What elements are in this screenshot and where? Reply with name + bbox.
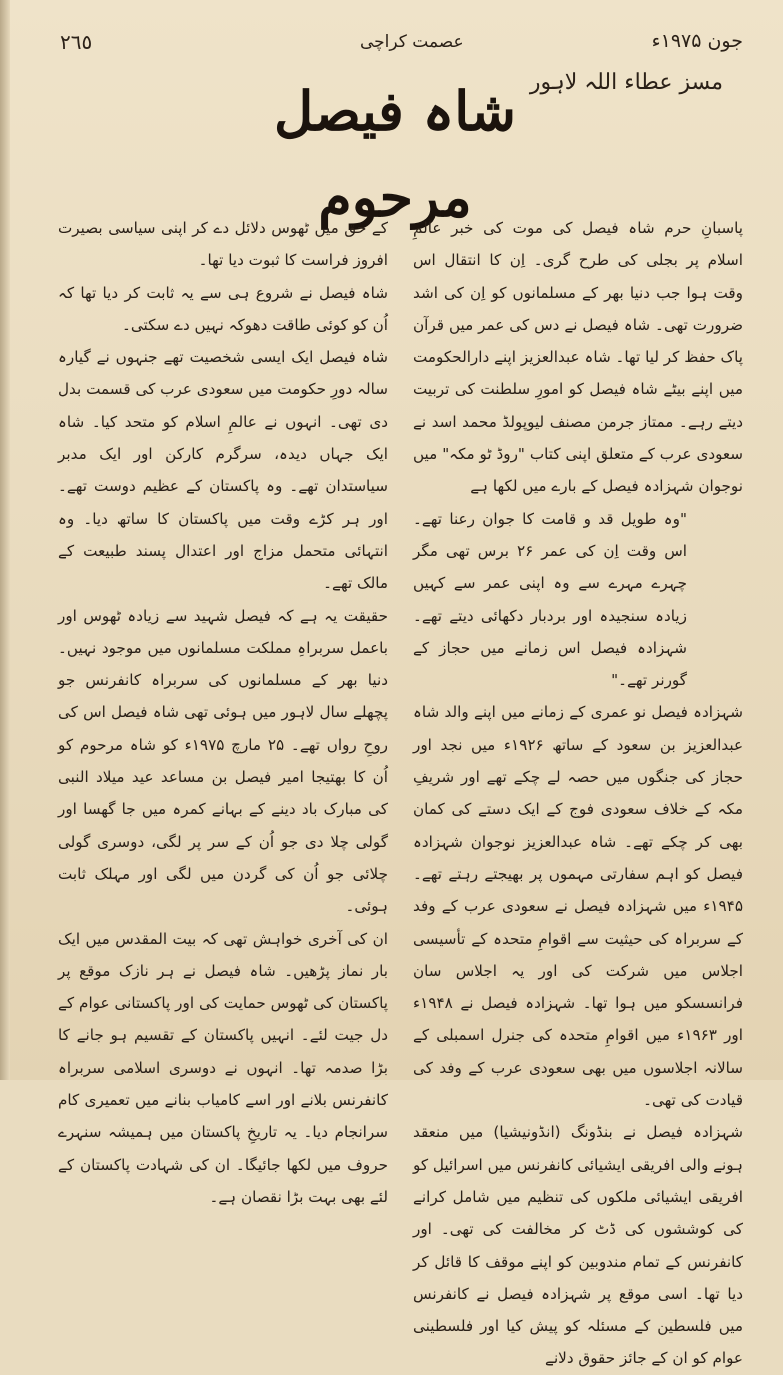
paragraph: شہزادہ فیصل نو عمری کے زمانے میں اپنے والد شاہ عبدالعزیز بن سعود کے ساتھ ۱۹۲۶ء میں نجد اور حجاز کی جنگوں میں حصہ لے چکے تھے اور شریفِ مکہ کے خلاف سعودی فوج کے ایک دستے کی کمان بھی کر چکے تھے۔ شاہ عبدالعزیز نوجوان شہزادہ فیصل کو اہم سفارتی مہموں پر بھیجتے رہتے تھے۔ ۱۹۴۵ء میں شہزادہ فیصل نے سعودی عرب کے وفد کے سربراہ کی حیثیت سے اقوامِ متحدہ کے تأسیسی اجلاس میں شرکت کی اور یہ اجلاس سان فرانسسکو میں ہوا تھا۔ شہزادہ فیصل نے ۱۹۴۸ء اور ۱۹۶۳ء میں اقوامِ متحدہ کی جنرل اسمبلی کے سالانہ اجلاسوں میں بھی سعودی عرب کے وفد کی قیادت کی تھی۔ [413,703,744,1110]
paragraph: پاسبانِ حرم شاہ فیصل کی موت کی خبر عالمِ اسلام پر بجلی کی طرح گری۔ اِن کا انتقال اس وقت ہوا جب دنیا بھر کے مسلمانوں کو اِن کی اشد ضرورت تھی۔ شاہ فیصل نے دس کی عمر میں قرآن پاک حفظ کر لیا تھا۔ شاہ عبدالعزیز اپنے دارالحکومت میں اپنے بیٹے شاہ فیصل کو امورِ سلطنت کی تربیت دیتے رہے۔ ممتاز جرمن مصنف لیوپولڈ محمد اسد نے سعودی عرب کے متعلق اپنی کتاب "روڈ ٹو مکہ" میں نوجوان شہزادہ فیصل کے بارے میں لکھا ہے [413,219,743,496]
left-column [58,212,388,1213]
magazine-title: عصمت کراچی [360,32,464,52]
quotation: "وہ طویل قد و قامت کا جوان رعنا تھے۔ اس وقت اِن کی عمر ۲۶ برس تھی مگر چہرے مہرے سے وہ اپنی عمر سے کہیں زیادہ سنجیدہ اور بردبار دکھائی دیتے تھے۔ شہزادہ فیصل اس زمانے میں حجاز کے گورنر تھے۔" [413,509,688,690]
paragraph: حقیقت یہ ہے کہ فیصل شہید سے زیادہ ٹھوس اور باعمل سربراہِ مملکت مسلمانوں میں موجود نہیں۔ دنیا بھر کے مسلمانوں کی سربراہ کانفرنس جو پچھلے سال لاہور میں ہوئی تھی شاہ فیصل اس کی روحِ رواں تھے۔ ۲۵ مارچ ۱۹۷۵ء کو شاہ مرحوم کو اُن کا بھتیجا امیر فیصل بن مساعد عید میلاد النبی کی مبارک باد دینے کے بہانے کمرہ میں جا گھسا اور گولی چلا دی جو اُن کے سر پر لگی، دوسری گولی چلائی جو اُن کی گردن میں لگی اور مہلک ثابت ہوئی۔ [58,606,389,916]
paragraph: شاہ فیصل نے شروع ہی سے یہ ثابت کر دیا تھا کہ اُن کو کوئی طاقت دھوکہ نہیں دے سکتی۔ [58,283,388,334]
paragraph: ان کی آخری خواہش تھی کہ بیت المقدس میں ایک بار نماز پڑھیں۔ شاہ فیصل نے ہر نازک موقع پر پاکستان کی ٹھوس حمایت کی اور پاکستانی عوام کے دل جیت لئے۔ انہیں پاکستان کے تقسیم ہو جانے کا بڑا صدمہ تھا۔ انہوں نے دوسری اسلامی سربراہ کانفرنس بلانے اور اسے کامیاب بنانے میں تعمیری کام سرانجام دیا۔ یہ تاریخِ پاکستان میں ہمیشہ سنہرے حروف میں لکھا جائیگا۔ ان کی شہادت پاکستان کے لئے بھی بہت بڑا نقصان ہے۔ [58,929,388,1206]
author-byline: مسز عطاء اللہ لاہور [529,70,723,95]
paragraph: شہزادہ فیصل نے بنڈونگ (انڈونیشیا) میں منعقد ہونے والی افریقی ایشیائی کانفرنس میں اسرائیل کو افریقی ایشیائی ملکوں کی تنظیم میں شامل کرانے کی کوششوں کی ڈٹ کر مخالفت کی تھی۔ اور کانفرنس کے تمام مندوبین کو اپنے موقف کا قائل کر دیا تھا۔ اسی موقع پر شہزادہ فیصل نے کانفرنس میں فلسطین کے مسئلہ کو پیش کیا اور فلسطینی عوام کو ان کے جائز حقوق دلانے [413,1123,743,1368]
page-edge-shadow [0,0,10,1080]
paragraph: شاہ فیصل ایک ایسی شخصیت تھے جنہوں نے گیارہ سالہ دورِ حکومت میں سعودی عرب کی قسمت بدل دی تھی۔ انہوں نے عالمِ اسلام کو متحد کیا۔ شاہ ایک جہاں دیدہ، سرگرم کارکن اور ایک مدبر سیاستدان تھے۔ وہ پاکستان کے عظیم دوست تھے۔ اور ہر کڑے وقت میں پاکستان کا ساتھ دیا۔ وہ انتہائی متحمل مزاج اور اعتدال پسند طبیعت کے مالک تھے۔ [58,348,388,593]
page-header [0,30,783,60]
right-column [413,212,743,1375]
paragraph: کے حق میں ٹھوس دلائل دے کر اپنی سیاسی بصیرت افروز فراست کا ثبوت دیا تھا۔ [58,219,388,270]
issue-date: جون ۱۹۷۵ء [651,30,743,52]
article-headline: شاہ فیصل مرحوم [274,79,516,230]
page-number: ٢٦٥ [60,30,93,54]
